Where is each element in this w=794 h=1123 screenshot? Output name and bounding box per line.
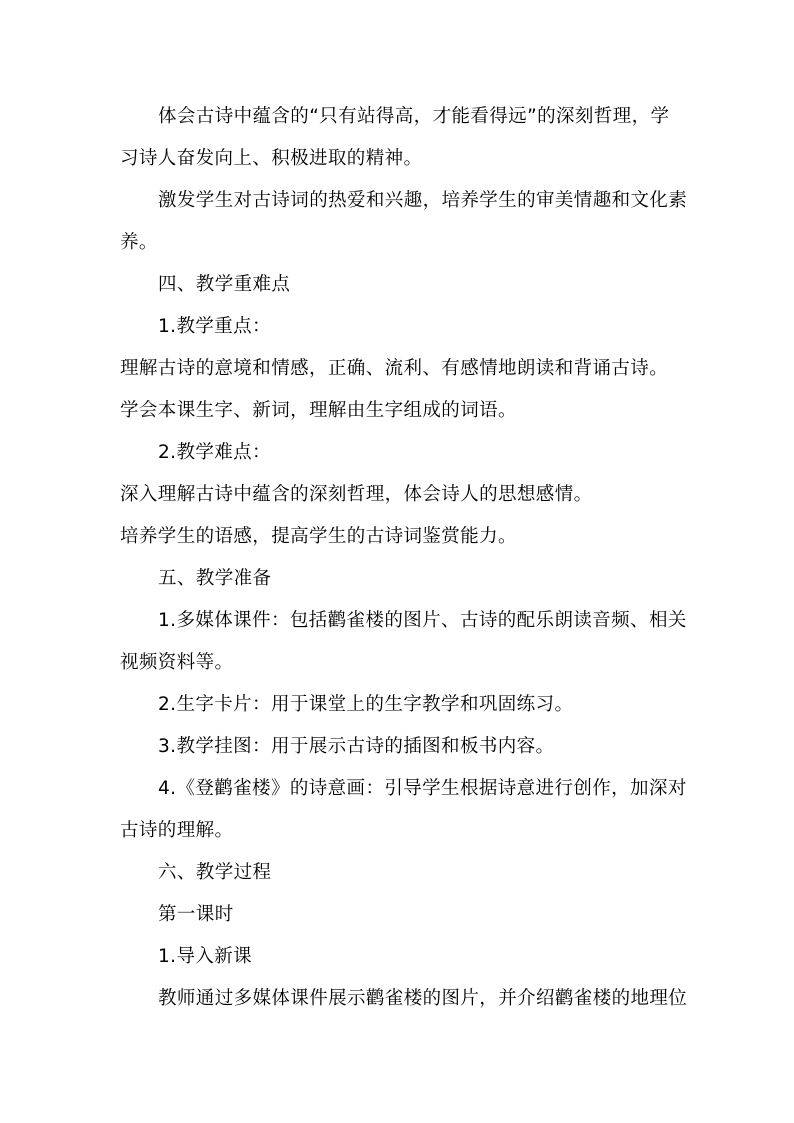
list-item-line: 1.多媒体课件：包括鹳雀楼的图片、古诗的配乐朗读音频、相关: [158, 610, 687, 631]
list-item-line: 视频资料等。: [120, 652, 234, 673]
paragraph-line: 培养学生的语感，提高学生的古诗词鉴赏能力。: [120, 526, 517, 547]
paragraph-line: 教师通过多媒体课件展示鹳雀楼的图片，并介绍鹳雀楼的地理位: [158, 988, 688, 1009]
paragraph-line: 习诗人奋发向上、积极进取的精神。: [120, 148, 423, 169]
subsection-heading: 第一课时: [158, 904, 234, 925]
list-item-line: 古诗的理解。: [120, 820, 234, 841]
subsection-heading: 2.教学难点：: [158, 442, 271, 463]
section-heading: 六、教学过程: [158, 862, 272, 883]
list-item-line: 4.《登鹳雀楼》的诗意画：引导学生根据诗意进行创作，加深对: [158, 778, 687, 799]
paragraph-line: 养。: [120, 232, 158, 253]
paragraph-line: 体会古诗中蕴含的“只有站得高，才能看得远”的深刻哲理，学: [158, 106, 670, 127]
section-heading: 四、教学重难点: [158, 274, 291, 295]
paragraph-line: 激发学生对古诗词的热爱和兴趣，培养学生的审美情趣和文化素: [158, 190, 688, 211]
list-item-line: 3.教学挂图：用于展示古诗的插图和板书内容。: [158, 736, 555, 757]
section-heading: 五、教学准备: [158, 568, 272, 589]
subsection-heading: 1.导入新课: [158, 946, 253, 967]
list-item-line: 2.生字卡片：用于课堂上的生字教学和巩固练习。: [158, 694, 574, 715]
paragraph-line: 理解古诗的意境和情感，正确、流利、有感情地朗读和背诵古诗。: [120, 358, 669, 379]
paragraph-line: 深入理解古诗中蕴含的深刻哲理，体会诗人的思想感情。: [120, 484, 593, 505]
subsection-heading: 1.教学重点：: [158, 316, 271, 337]
paragraph-line: 学会本课生字、新词，理解由生字组成的词语。: [120, 400, 517, 421]
